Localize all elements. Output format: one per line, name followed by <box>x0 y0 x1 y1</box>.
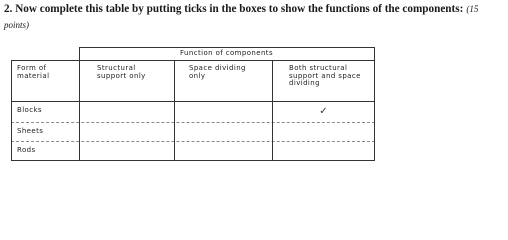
row-label-blocks: Blocks <box>17 106 42 114</box>
question-points: (15 <box>466 4 479 14</box>
header-structural-support-only: Structural support only <box>97 64 146 80</box>
header-both: Both structural support and space dividing <box>289 64 361 87</box>
table-border-right <box>374 47 375 160</box>
tick-cell-sheets-both[interactable] <box>273 123 374 141</box>
row-label-rods: Rods <box>17 146 36 154</box>
table-border-left <box>11 60 12 160</box>
tick-cell-rods-space[interactable] <box>175 142 272 160</box>
tick-cell-rods-structural[interactable] <box>80 142 174 160</box>
table-border-top <box>79 47 375 48</box>
tick-cell-rods-both[interactable] <box>273 142 374 160</box>
tick-cell-blocks-structural[interactable] <box>80 102 174 122</box>
header-form-of-material: Form of material <box>17 64 50 80</box>
header-space-dividing-only: Space dividing only <box>189 64 246 80</box>
group-header: Function of components <box>179 49 274 57</box>
question-heading <box>4 3 504 30</box>
tick-mark: ✓ <box>319 106 328 117</box>
tick-cell-sheets-space[interactable] <box>175 123 272 141</box>
tick-cell-blocks-both[interactable] <box>273 102 374 122</box>
tick-cell-sheets-structural[interactable] <box>80 123 174 141</box>
functions-table <box>11 47 375 161</box>
table-border-header <box>11 60 375 61</box>
row-label-sheets: Sheets <box>17 127 44 135</box>
question-points-continued: points) <box>4 20 30 30</box>
table-border-bottom <box>11 160 375 161</box>
tick-cell-blocks-space[interactable] <box>175 102 272 122</box>
question-text: 2. Now complete this table by putting ticks in the boxes to show the functions of the components: <box>4 3 464 15</box>
